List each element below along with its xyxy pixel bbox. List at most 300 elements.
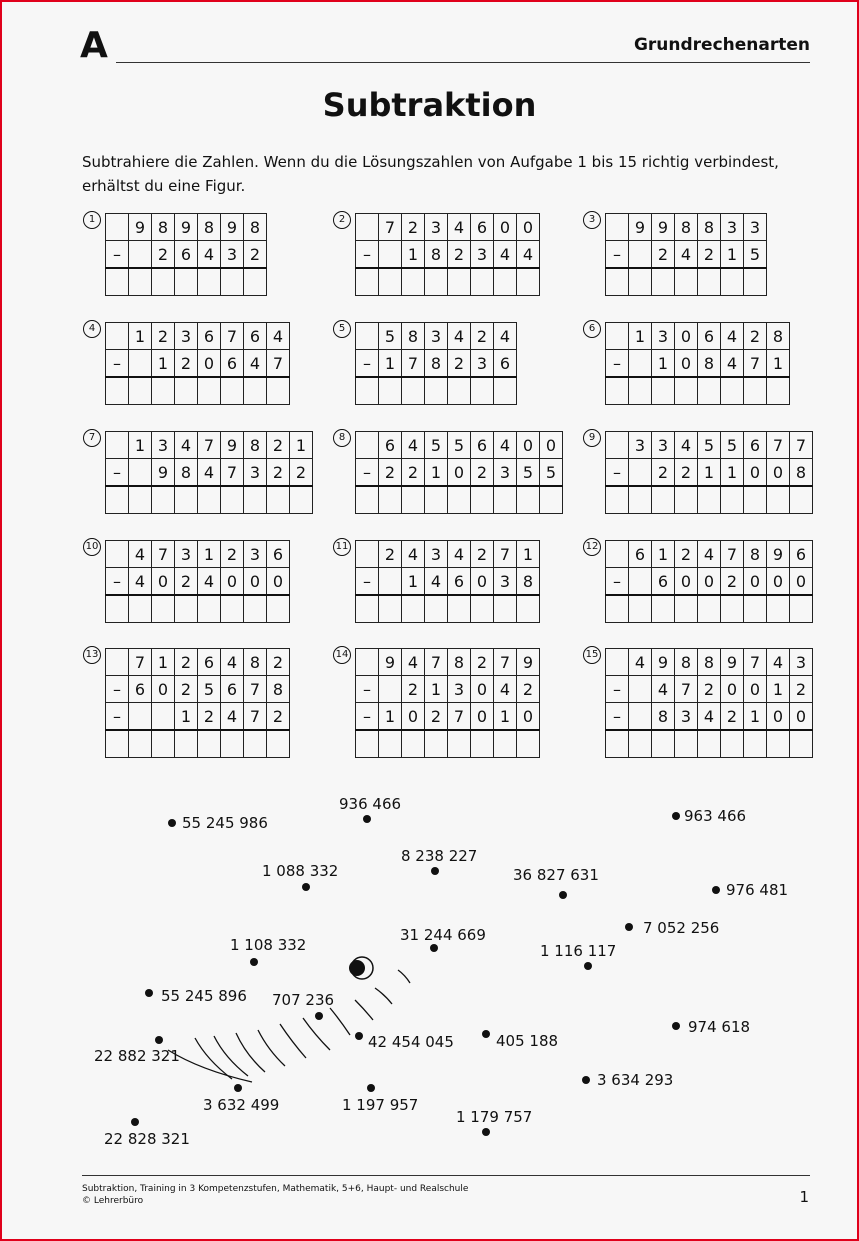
grid-cell: 4 bbox=[221, 649, 244, 676]
grid-cell: 0 bbox=[517, 703, 540, 731]
task-number: 15 bbox=[583, 646, 601, 664]
grid-cell: 1 bbox=[379, 350, 402, 378]
grid-cell: – bbox=[606, 241, 629, 269]
dot-label: 3 634 293 bbox=[597, 1071, 674, 1089]
grid-cell: 1 bbox=[379, 703, 402, 731]
dot-label: 1 197 957 bbox=[342, 1096, 419, 1114]
dot-label: 55 245 896 bbox=[161, 987, 247, 1005]
grid-cell: 3 bbox=[652, 432, 675, 459]
grid-cell: – bbox=[106, 459, 129, 487]
dot-label: 55 245 986 bbox=[182, 814, 268, 832]
puzzle-dot[interactable] bbox=[145, 989, 153, 997]
grid-cell: 6 bbox=[790, 541, 813, 568]
grid-cell: 3 bbox=[629, 432, 652, 459]
grid-cell: 0 bbox=[675, 568, 698, 596]
grid-cell: 6 bbox=[379, 432, 402, 459]
grid-cell: – bbox=[356, 350, 379, 378]
dot-label: 936 466 bbox=[339, 795, 402, 813]
grid-cell: 7 bbox=[221, 323, 244, 350]
instructions: Subtrahiere die Zahlen. Wenn du die Lösungszahlen von Aufgabe 1 bis 15 richtig verbindest, erhältst du eine Figur. bbox=[82, 153, 779, 195]
grid-cell: 7 bbox=[152, 541, 175, 568]
grid-cell: 6 bbox=[221, 676, 244, 703]
page-number: 1 bbox=[799, 1188, 809, 1206]
grid-cell: 2 bbox=[698, 241, 721, 269]
grid-cell: 2 bbox=[471, 323, 494, 350]
grid-cell: 2 bbox=[675, 459, 698, 487]
puzzle-dot[interactable] bbox=[559, 891, 567, 899]
grid-cell: 4 bbox=[267, 323, 290, 350]
grid-cell: 4 bbox=[425, 568, 448, 596]
grid-cell: 8 bbox=[198, 214, 221, 241]
task-number: 14 bbox=[333, 646, 351, 664]
dot-label: 22 828 321 bbox=[104, 1130, 190, 1148]
grid-cell: 2 bbox=[471, 541, 494, 568]
grid-cell: 2 bbox=[652, 241, 675, 269]
grid-cell: 2 bbox=[175, 350, 198, 378]
grid-cell: 3 bbox=[425, 214, 448, 241]
grid-cell: 7 bbox=[790, 432, 813, 459]
grid-cell: 4 bbox=[402, 649, 425, 676]
fin-stroke bbox=[214, 1036, 248, 1076]
grid-cell: 7 bbox=[129, 649, 152, 676]
grid-cell: 6 bbox=[494, 350, 517, 378]
grid-cell: 3 bbox=[652, 323, 675, 350]
task-number: 1 bbox=[83, 211, 101, 229]
grid-cell: 0 bbox=[221, 568, 244, 596]
grid-cell: 6 bbox=[471, 432, 494, 459]
grid-cell: 8 bbox=[698, 649, 721, 676]
puzzle-dot[interactable] bbox=[367, 1084, 375, 1092]
dot-label: 42 454 045 bbox=[368, 1033, 454, 1051]
grid-cell: 5 bbox=[721, 432, 744, 459]
grid-cell: – bbox=[106, 703, 129, 731]
grid-cell: – bbox=[606, 568, 629, 596]
grid-cell: 7 bbox=[402, 350, 425, 378]
grid-cell: 5 bbox=[425, 432, 448, 459]
dot-label: 974 618 bbox=[688, 1018, 751, 1036]
grid-cell: 0 bbox=[790, 703, 813, 731]
grid-cell: 6 bbox=[129, 676, 152, 703]
fin-stroke bbox=[236, 1033, 265, 1072]
grid-cell: 5 bbox=[517, 459, 540, 487]
grid-cell: 8 bbox=[675, 649, 698, 676]
grid-cell: 3 bbox=[494, 568, 517, 596]
dot-label: 3 632 499 bbox=[203, 1096, 280, 1114]
grid-cell: 8 bbox=[244, 649, 267, 676]
grid-cell: 4 bbox=[129, 568, 152, 596]
grid-cell: 0 bbox=[744, 459, 767, 487]
grid-cell: 8 bbox=[425, 350, 448, 378]
task-number: 6 bbox=[583, 320, 601, 338]
grid-cell: 4 bbox=[198, 241, 221, 269]
grid-cell: 3 bbox=[175, 541, 198, 568]
grid-cell: 9 bbox=[629, 214, 652, 241]
grid-cell: 9 bbox=[767, 541, 790, 568]
task-number: 9 bbox=[583, 429, 601, 447]
grid-cell: 7 bbox=[721, 541, 744, 568]
grid-cell: – bbox=[606, 676, 629, 703]
grid-cell: 3 bbox=[494, 459, 517, 487]
grid-cell: 0 bbox=[471, 568, 494, 596]
grid-cell: 9 bbox=[652, 214, 675, 241]
grid-cell: 0 bbox=[198, 350, 221, 378]
task-number: 11 bbox=[333, 538, 351, 556]
dot-label: 963 466 bbox=[684, 807, 747, 825]
fin-stroke bbox=[375, 988, 392, 1004]
grid-cell: 2 bbox=[175, 676, 198, 703]
puzzle-dot[interactable] bbox=[131, 1118, 139, 1126]
grid-cell: 1 bbox=[767, 350, 790, 378]
grid-cell: 1 bbox=[152, 649, 175, 676]
grid-cell: 1 bbox=[198, 541, 221, 568]
puzzle-dot[interactable] bbox=[234, 1084, 242, 1092]
task-number: 4 bbox=[83, 320, 101, 338]
puzzle-dot[interactable] bbox=[430, 944, 438, 952]
puzzle-dot[interactable] bbox=[482, 1030, 490, 1038]
grid-cell: 2 bbox=[448, 350, 471, 378]
grid-cell: 4 bbox=[721, 350, 744, 378]
grid-cell: 2 bbox=[448, 241, 471, 269]
grid-cell: 4 bbox=[402, 541, 425, 568]
grid-cell: 2 bbox=[267, 703, 290, 731]
grid-cell: 4 bbox=[494, 676, 517, 703]
header-category: Grundrechenarten bbox=[633, 35, 810, 55]
grid-cell: 1 bbox=[744, 703, 767, 731]
grid-cell: 4 bbox=[448, 214, 471, 241]
grid-cell: 4 bbox=[767, 649, 790, 676]
grid-cell: 3 bbox=[221, 241, 244, 269]
grid-cell: 8 bbox=[244, 214, 267, 241]
grid-cell: 2 bbox=[402, 676, 425, 703]
grid-cell: 9 bbox=[652, 649, 675, 676]
grid-cell: 0 bbox=[517, 432, 540, 459]
dot-label: 405 188 bbox=[496, 1032, 559, 1050]
grid-cell: 2 bbox=[698, 676, 721, 703]
puzzle-dot[interactable] bbox=[168, 819, 176, 827]
grid-cell: 0 bbox=[744, 676, 767, 703]
grid-cell: 2 bbox=[744, 323, 767, 350]
grid-cell: 8 bbox=[698, 214, 721, 241]
puzzle-dot[interactable] bbox=[625, 923, 633, 931]
grid-cell: 6 bbox=[198, 323, 221, 350]
grid-cell: 2 bbox=[402, 214, 425, 241]
grid-cell: 1 bbox=[425, 459, 448, 487]
grid-cell: 3 bbox=[244, 459, 267, 487]
grid-cell: 4 bbox=[244, 350, 267, 378]
grid-cell: 9 bbox=[221, 432, 244, 459]
grid-cell: 3 bbox=[448, 676, 471, 703]
grid-cell: 3 bbox=[744, 214, 767, 241]
grid-cell: 2 bbox=[379, 541, 402, 568]
grid-cell: 9 bbox=[152, 459, 175, 487]
grid-cell: 9 bbox=[721, 649, 744, 676]
grid-cell: 8 bbox=[744, 541, 767, 568]
grid-cell: 6 bbox=[267, 541, 290, 568]
grid-cell: 4 bbox=[675, 432, 698, 459]
grid-cell: 4 bbox=[675, 241, 698, 269]
puzzle-dot[interactable] bbox=[250, 958, 258, 966]
puzzle-dot[interactable] bbox=[363, 815, 371, 823]
grid-cell: 8 bbox=[675, 214, 698, 241]
grid-cell: 2 bbox=[402, 459, 425, 487]
grid-cell: 9 bbox=[129, 214, 152, 241]
grid-cell: 6 bbox=[471, 214, 494, 241]
puzzle-dot[interactable] bbox=[302, 883, 310, 891]
grid-cell: 5 bbox=[379, 323, 402, 350]
grid-cell: 9 bbox=[517, 649, 540, 676]
grid-cell: 3 bbox=[175, 323, 198, 350]
grid-cell: – bbox=[356, 568, 379, 596]
dot-label: 1 116 117 bbox=[540, 942, 617, 960]
grid-cell: 1 bbox=[152, 350, 175, 378]
grid-cell: 7 bbox=[267, 350, 290, 378]
grid-cell: 7 bbox=[244, 676, 267, 703]
grid-cell: 2 bbox=[471, 459, 494, 487]
grid-cell: 7 bbox=[744, 649, 767, 676]
grid-cell: 2 bbox=[152, 241, 175, 269]
grid-cell: 8 bbox=[517, 568, 540, 596]
task-number: 12 bbox=[583, 538, 601, 556]
dot-label: 7 052 256 bbox=[643, 919, 720, 937]
grid-cell: 0 bbox=[744, 568, 767, 596]
grid-cell: 8 bbox=[425, 241, 448, 269]
grid-cell: – bbox=[106, 676, 129, 703]
footer-line-2: © Lehrerbüro bbox=[82, 1196, 144, 1206]
grid-cell: 2 bbox=[290, 459, 313, 487]
grid-cell: 6 bbox=[698, 323, 721, 350]
dot-label: 22 882 321 bbox=[94, 1047, 180, 1065]
grid-cell: 7 bbox=[675, 676, 698, 703]
grid-cell: 0 bbox=[721, 676, 744, 703]
grid-cell: 4 bbox=[448, 541, 471, 568]
grid-cell: 3 bbox=[244, 541, 267, 568]
fin-stroke bbox=[303, 1018, 330, 1050]
grid-cell: 2 bbox=[221, 541, 244, 568]
grid-cell: 2 bbox=[790, 676, 813, 703]
grid-cell: 6 bbox=[744, 432, 767, 459]
grid-cell: 7 bbox=[221, 459, 244, 487]
grid-cell: 1 bbox=[425, 676, 448, 703]
dot-label: 976 481 bbox=[726, 881, 789, 899]
grid-cell: 2 bbox=[267, 432, 290, 459]
grid-cell: 8 bbox=[152, 214, 175, 241]
grid-cell: 4 bbox=[517, 241, 540, 269]
grid-cell: 5 bbox=[198, 676, 221, 703]
grid-cell: 0 bbox=[471, 703, 494, 731]
grid-cell: 1 bbox=[175, 703, 198, 731]
grid-cell: 2 bbox=[652, 459, 675, 487]
task-number: 7 bbox=[83, 429, 101, 447]
grid-cell: 5 bbox=[744, 241, 767, 269]
grid-cell: 1 bbox=[652, 350, 675, 378]
grid-cell: 1 bbox=[629, 323, 652, 350]
grid-cell: 2 bbox=[517, 676, 540, 703]
grid-cell: 1 bbox=[698, 459, 721, 487]
grid-cell: 1 bbox=[129, 432, 152, 459]
puzzle-dot[interactable] bbox=[672, 1022, 680, 1030]
grid-cell: 0 bbox=[471, 676, 494, 703]
fin-stroke bbox=[280, 1024, 306, 1058]
grid-cell: 1 bbox=[494, 703, 517, 731]
fin-stroke bbox=[398, 970, 410, 983]
grid-cell: 7 bbox=[767, 432, 790, 459]
puzzle-dot[interactable] bbox=[431, 867, 439, 875]
grid-cell: 8 bbox=[267, 676, 290, 703]
grid-cell: 7 bbox=[494, 541, 517, 568]
grid-cell: 0 bbox=[540, 432, 563, 459]
grid-cell: – bbox=[356, 459, 379, 487]
grid-cell: 6 bbox=[629, 541, 652, 568]
grid-cell: 1 bbox=[402, 568, 425, 596]
grid-cell: 1 bbox=[290, 432, 313, 459]
grid-cell: 4 bbox=[494, 432, 517, 459]
fin-stroke bbox=[330, 1008, 350, 1035]
grid-cell: 4 bbox=[175, 432, 198, 459]
grid-cell: 0 bbox=[767, 703, 790, 731]
task-number: 8 bbox=[333, 429, 351, 447]
grid-cell: 4 bbox=[129, 541, 152, 568]
grid-cell: 3 bbox=[152, 432, 175, 459]
grid-cell: 4 bbox=[698, 541, 721, 568]
puzzle-dot[interactable] bbox=[584, 962, 592, 970]
grid-cell: 8 bbox=[448, 649, 471, 676]
grid-cell: – bbox=[356, 241, 379, 269]
grid-cell: – bbox=[356, 676, 379, 703]
grid-cell: 8 bbox=[767, 323, 790, 350]
puzzle-dot[interactable] bbox=[712, 886, 720, 894]
grid-cell: 0 bbox=[448, 459, 471, 487]
grid-cell: – bbox=[606, 350, 629, 378]
grid-cell: 2 bbox=[267, 459, 290, 487]
grid-cell: 8 bbox=[698, 350, 721, 378]
grid-cell: 6 bbox=[244, 323, 267, 350]
grid-cell: 0 bbox=[698, 568, 721, 596]
puzzle-dot[interactable] bbox=[155, 1036, 163, 1044]
fin-stroke bbox=[258, 1030, 285, 1066]
grid-cell: 4 bbox=[494, 323, 517, 350]
puzzle-dot[interactable] bbox=[672, 812, 680, 820]
grid-cell: 5 bbox=[448, 432, 471, 459]
grid-cell: 2 bbox=[267, 649, 290, 676]
grid-cell: 2 bbox=[198, 703, 221, 731]
grid-cell: 1 bbox=[517, 541, 540, 568]
grid-cell: 0 bbox=[767, 568, 790, 596]
footer-line-1: Subtraktion, Training in 3 Kompetenzstufen, Mathematik, 5+6, Haupt- und Realschule bbox=[82, 1184, 469, 1194]
grid-cell: 2 bbox=[175, 568, 198, 596]
footer-rule bbox=[82, 1175, 810, 1176]
task-number: 13 bbox=[83, 646, 101, 664]
fin-stroke bbox=[355, 1000, 373, 1020]
grid-cell: 4 bbox=[402, 432, 425, 459]
grid-cell: – bbox=[606, 459, 629, 487]
page-title: Subtraktion bbox=[322, 86, 537, 124]
grid-cell: 1 bbox=[767, 676, 790, 703]
footer-text bbox=[82, 1183, 468, 1207]
grid-cell: 2 bbox=[244, 241, 267, 269]
fin-stroke bbox=[195, 1038, 232, 1079]
grid-cell: 0 bbox=[494, 214, 517, 241]
grid-cell: 1 bbox=[402, 241, 425, 269]
grid-cell: 2 bbox=[379, 459, 402, 487]
grid-cell: 0 bbox=[790, 568, 813, 596]
puzzle-dot[interactable] bbox=[482, 1128, 490, 1136]
grid-cell: 2 bbox=[425, 703, 448, 731]
grid-cell: 8 bbox=[402, 323, 425, 350]
grid-cell: 3 bbox=[425, 323, 448, 350]
grid-cell: 0 bbox=[675, 350, 698, 378]
fin-stroke bbox=[168, 1050, 252, 1082]
eye-pupil-icon bbox=[349, 960, 365, 976]
grid-cell: 3 bbox=[471, 350, 494, 378]
grid-cell: 3 bbox=[675, 703, 698, 731]
task-number: 3 bbox=[583, 211, 601, 229]
dot-label: 1 108 332 bbox=[230, 936, 307, 954]
grid-cell: 1 bbox=[721, 241, 744, 269]
puzzle-dot[interactable] bbox=[355, 1032, 363, 1040]
grid-cell: 9 bbox=[379, 649, 402, 676]
grid-cell: 9 bbox=[221, 214, 244, 241]
task-number: 5 bbox=[333, 320, 351, 338]
grid-cell: 8 bbox=[790, 459, 813, 487]
dot-label: 36 827 631 bbox=[513, 866, 599, 884]
grid-cell: 0 bbox=[267, 568, 290, 596]
grid-cell: 7 bbox=[448, 703, 471, 731]
grid-cell: 2 bbox=[471, 649, 494, 676]
grid-cell: 4 bbox=[221, 703, 244, 731]
grid-cell: 7 bbox=[379, 214, 402, 241]
grid-cell: 1 bbox=[721, 459, 744, 487]
grid-cell: 0 bbox=[517, 214, 540, 241]
grid-cell: 4 bbox=[652, 676, 675, 703]
grid-cell: 6 bbox=[448, 568, 471, 596]
dot-label: 707 236 bbox=[272, 991, 335, 1009]
grid-cell: 4 bbox=[448, 323, 471, 350]
grid-cell: 3 bbox=[471, 241, 494, 269]
grid-cell: 3 bbox=[721, 214, 744, 241]
grid-cell: 2 bbox=[721, 703, 744, 731]
grid-cell: 3 bbox=[790, 649, 813, 676]
grid-cell: 1 bbox=[129, 323, 152, 350]
grid-cell: 4 bbox=[198, 568, 221, 596]
puzzle-dot[interactable] bbox=[582, 1076, 590, 1084]
grid-cell: 8 bbox=[244, 432, 267, 459]
grid-cell: 6 bbox=[221, 350, 244, 378]
grid-cell: 6 bbox=[175, 241, 198, 269]
grid-cell: 0 bbox=[675, 323, 698, 350]
grid-cell: 2 bbox=[175, 649, 198, 676]
grid-cell: 2 bbox=[675, 541, 698, 568]
dot-label: 1 179 757 bbox=[456, 1108, 533, 1126]
grid-cell: 4 bbox=[698, 703, 721, 731]
grid-cell: 0 bbox=[767, 459, 790, 487]
grid-cell: 2 bbox=[721, 568, 744, 596]
dot-label: 8 238 227 bbox=[401, 847, 478, 865]
grid-cell: 9 bbox=[175, 214, 198, 241]
grid-cell: – bbox=[606, 703, 629, 731]
grid-cell: 7 bbox=[744, 350, 767, 378]
grid-cell: 6 bbox=[198, 649, 221, 676]
grid-cell: 0 bbox=[152, 676, 175, 703]
grid-cell: – bbox=[106, 350, 129, 378]
dot-label: 1 088 332 bbox=[262, 862, 339, 880]
grid-cell: 6 bbox=[652, 568, 675, 596]
grid-cell: 0 bbox=[402, 703, 425, 731]
grid-cell: 7 bbox=[494, 649, 517, 676]
grid-cell: 8 bbox=[652, 703, 675, 731]
grid-cell: 0 bbox=[152, 568, 175, 596]
grid-cell: 2 bbox=[152, 323, 175, 350]
puzzle-dot[interactable] bbox=[315, 1012, 323, 1020]
